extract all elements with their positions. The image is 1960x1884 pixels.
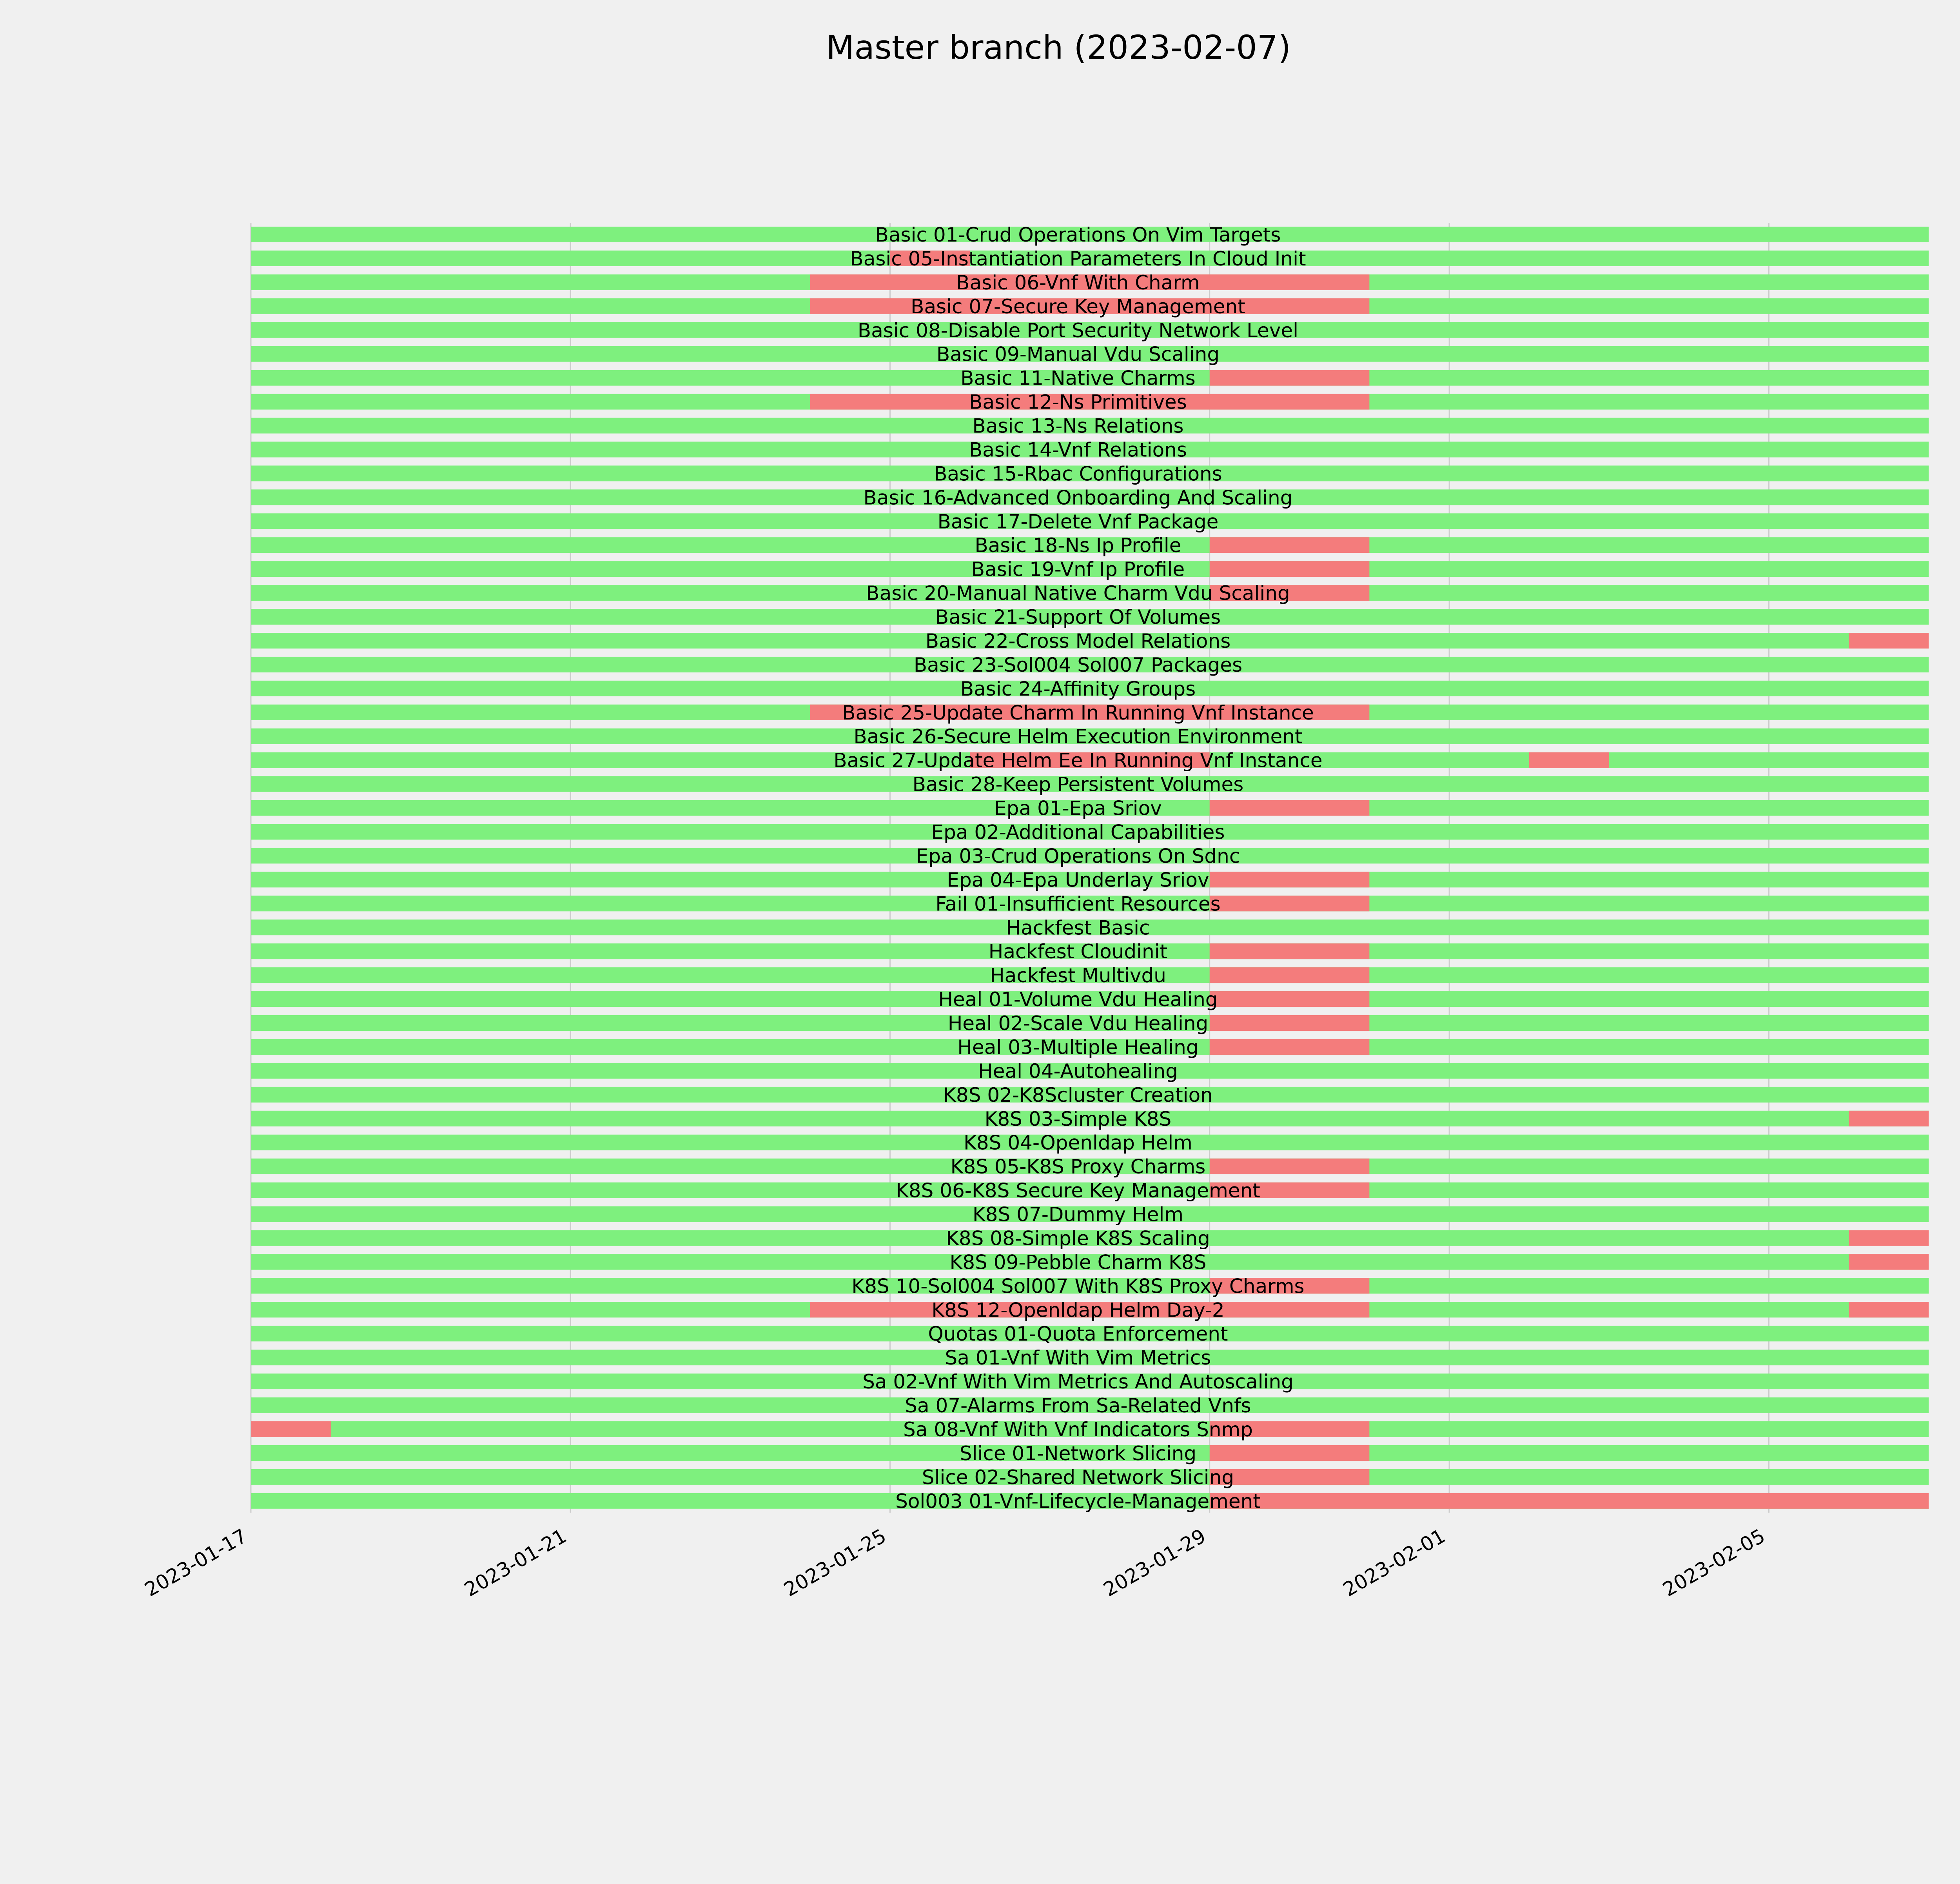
test-label: K8S 09-Pebble Charm K8S bbox=[949, 1251, 1207, 1274]
x-tick-label: 2023-01-29 bbox=[1100, 1524, 1210, 1601]
test-label: K8S 12-Openldap Helm Day-2 bbox=[931, 1299, 1225, 1322]
fail-bar bbox=[1210, 1493, 1929, 1509]
fail-bar bbox=[251, 1421, 331, 1437]
test-label: Basic 06-Vnf With Charm bbox=[956, 271, 1200, 294]
test-label: Basic 11-Native Charms bbox=[960, 367, 1196, 390]
test-label: Heal 03-Multiple Healing bbox=[957, 1036, 1199, 1059]
test-label: Sa 01-Vnf With Vim Metrics bbox=[945, 1346, 1211, 1370]
x-tick-label: 2023-02-05 bbox=[1659, 1524, 1769, 1601]
fail-bar bbox=[1210, 967, 1370, 983]
test-label: Basic 15-Rbac Configurations bbox=[934, 462, 1222, 485]
test-label: Sol003 01-Vnf-Lifecycle-Management bbox=[895, 1490, 1261, 1513]
test-label: Sa 07-Alarms From Sa-Related Vnfs bbox=[905, 1394, 1251, 1417]
test-label: Basic 14-Vnf Relations bbox=[969, 438, 1187, 461]
test-label: Basic 18-Ns Ip Profile bbox=[975, 534, 1181, 557]
test-label: Quotas 01-Quota Enforcement bbox=[928, 1323, 1228, 1346]
test-label: Basic 25-Update Charm In Running Vnf Instance bbox=[842, 701, 1314, 724]
fail-bar bbox=[1849, 1111, 1929, 1126]
test-label: Basic 05-Instantiation Parameters In Cloud Init bbox=[850, 247, 1306, 270]
test-label: Basic 09-Manual Vdu Scaling bbox=[936, 343, 1220, 366]
test-label: Epa 02-Additional Capabilities bbox=[931, 821, 1225, 844]
test-label: Heal 02-Scale Vdu Healing bbox=[947, 1012, 1209, 1035]
test-label: K8S 05-K8S Proxy Charms bbox=[950, 1155, 1206, 1178]
test-label: Sa 08-Vnf With Vnf Indicators Snmp bbox=[903, 1418, 1253, 1441]
test-label: Epa 01-Epa Sriov bbox=[994, 797, 1162, 820]
test-label: Epa 04-Epa Underlay Sriov bbox=[947, 868, 1209, 892]
test-label: K8S 08-Simple K8S Scaling bbox=[946, 1227, 1210, 1250]
test-label: K8S 10-Sol004 Sol007 With K8S Proxy Charms bbox=[851, 1275, 1305, 1298]
fail-bar bbox=[1210, 561, 1370, 577]
test-label: Basic 24-Affinity Groups bbox=[960, 677, 1196, 700]
test-label: Basic 28-Keep Persistent Volumes bbox=[912, 773, 1244, 796]
x-tick-label: 2023-01-21 bbox=[460, 1524, 571, 1601]
test-label: K8S 04-Openldap Helm bbox=[964, 1131, 1192, 1154]
fail-bar bbox=[1849, 1230, 1929, 1246]
test-label: Slice 02-Shared Network Slicing bbox=[922, 1466, 1234, 1489]
x-tick-label: 2023-01-17 bbox=[141, 1524, 251, 1601]
test-label: Basic 20-Manual Native Charm Vdu Scaling bbox=[866, 582, 1290, 605]
fail-bar bbox=[1849, 1254, 1929, 1270]
fail-bar bbox=[1210, 800, 1370, 816]
test-label: Basic 22-Cross Model Relations bbox=[925, 629, 1231, 652]
fail-bar bbox=[1210, 1015, 1370, 1031]
test-label: Basic 13-Ns Relations bbox=[972, 414, 1184, 438]
x-tick-label: 2023-01-25 bbox=[780, 1524, 890, 1601]
test-label: K8S 06-K8S Secure Key Management bbox=[896, 1179, 1260, 1202]
test-label: Epa 03-Crud Operations On Sdnc bbox=[916, 845, 1240, 868]
test-label: Hackfest Basic bbox=[1006, 916, 1150, 939]
test-label: Slice 01-Network Slicing bbox=[959, 1442, 1197, 1465]
test-label: K8S 03-Simple K8S bbox=[984, 1107, 1172, 1130]
test-label: Hackfest Multivdu bbox=[990, 964, 1166, 987]
test-label: Fail 01-Insufficient Resources bbox=[935, 892, 1221, 916]
fail-bar bbox=[1210, 1445, 1370, 1461]
test-label: Basic 01-Crud Operations On Vim Targets bbox=[875, 223, 1281, 246]
fail-bar bbox=[1849, 1302, 1929, 1317]
test-label: Basic 16-Advanced Onboarding And Scaling bbox=[863, 486, 1293, 509]
test-label: Basic 19-Vnf Ip Profile bbox=[971, 558, 1185, 581]
test-label: Basic 27-Update Helm Ee In Running Vnf Instance bbox=[833, 749, 1323, 772]
fail-bar bbox=[1210, 896, 1370, 911]
fail-bar bbox=[1210, 872, 1370, 887]
test-label: Basic 26-Secure Helm Execution Environment bbox=[853, 725, 1303, 748]
test-label: K8S 07-Dummy Helm bbox=[973, 1203, 1183, 1226]
fail-bar bbox=[1849, 633, 1929, 649]
fail-bar bbox=[1529, 752, 1609, 768]
x-tick-label: 2023-02-01 bbox=[1339, 1524, 1450, 1601]
test-label: Basic 12-Ns Primitives bbox=[969, 391, 1187, 414]
test-label: Heal 04-Autohealing bbox=[978, 1059, 1178, 1083]
fail-bar bbox=[1210, 943, 1370, 959]
fail-bar bbox=[1210, 1039, 1370, 1055]
fail-bar bbox=[1210, 1159, 1370, 1174]
test-label: Heal 01-Volume Vdu Healing bbox=[938, 988, 1218, 1011]
test-label: Sa 02-Vnf With Vim Metrics And Autoscaling bbox=[862, 1370, 1294, 1393]
fail-bar bbox=[1210, 991, 1370, 1007]
test-label: Basic 21-Support Of Volumes bbox=[935, 606, 1221, 629]
test-label: Basic 23-Sol004 Sol007 Packages bbox=[913, 653, 1243, 676]
test-label: Hackfest Cloudinit bbox=[988, 940, 1168, 963]
fail-bar bbox=[1210, 537, 1370, 553]
test-label: Basic 07-Secure Key Management bbox=[911, 295, 1245, 318]
test-label: K8S 02-K8Scluster Creation bbox=[943, 1083, 1213, 1106]
test-label: Basic 17-Delete Vnf Package bbox=[937, 510, 1219, 533]
fail-bar bbox=[1210, 370, 1370, 386]
chart-title: Master branch (2023-02-07) bbox=[826, 28, 1291, 67]
test-label: Basic 08-Disable Port Security Network Level bbox=[857, 319, 1299, 342]
